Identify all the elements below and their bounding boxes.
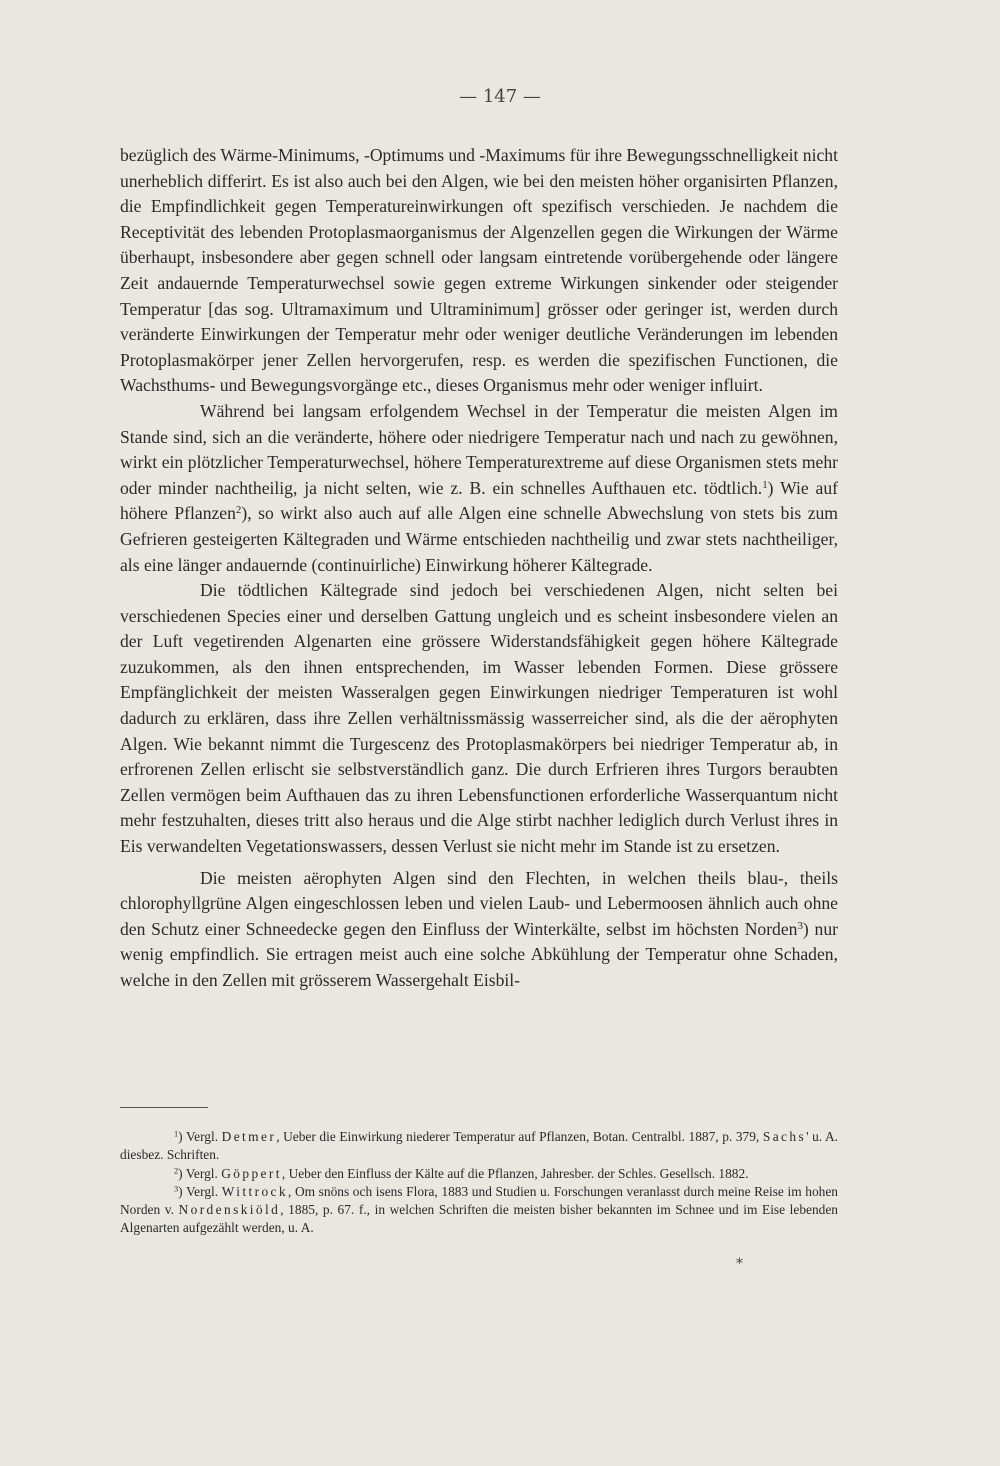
- footnote-text: , Ueber die Einwirkung niederer Temperatur auf Pflanzen, Botan. Centralbl. 1887, p. 379,: [276, 1129, 763, 1144]
- paragraph-2-text-a: Während bei langsam erfolgendem Wechsel in der Temperatur die meisten Algen im Stande sind, sich an die veränderte, höhere oder niedrigere Temperatur nach und nach zu gewöhnen, wirkt ein plötzlicher Temperaturwechsel, höhere Temperaturextreme auf diese Organismen stets mehr oder minder nachtheilig, ja nicht selten, wie z. B. ein schnelles Aufthauen etc. tödtlich.: [120, 400, 838, 498]
- signature-mark: *: [736, 1256, 743, 1272]
- footnote-3: [120, 1183, 838, 1238]
- footnote-ref-1[interactable]: 1: [762, 478, 768, 491]
- footnote-lead: ) Vergl.: [178, 1183, 222, 1199]
- paragraph-1-text: bezüglich des Wärme-Minimums, -Optimums und -Maximums für ihre Bewegungsschnelligkeit nicht unerheblich differirt. Es ist also auch bei den Algen, wie bei den meisten höher organisirten Pflanzen, die Empfindlichkeit gegen Temperatureinwirkungen oft spezifisch verschieden. Je nachdem die Receptivität des lebenden Protoplasmaorganismus der Algenzellen gegen die Wirkungen der Wärme überhaupt, insbesondere aber gegen schnell oder langsam eintretende vorübergehende oder längere Zeit andauernde Temperaturwechsel sowie gegen extreme Wirkungen sinkender oder steigender Temperatur [das sog. Ultramaximum und Ultraminimum] grösser oder geringer ist, werden durch veränderte Einwirkungen der Temperatur mehr oder weniger deutliche Veränderungen im lebenden Protoplasmakörper jener Zellen hervorgerufen, resp. es werden die spezifischen Functionen, die Wachsthums- und Bewegungsvorgänge etc., dieses Organismus mehr oder weniger influirt.: [120, 145, 838, 396]
- footnote-mark: 3: [174, 1184, 179, 1194]
- footnote-lead: ) Vergl.: [178, 1129, 222, 1144]
- footnote-text: ' u. A. diesbez. Schriften.: [120, 1129, 838, 1163]
- footnote-author: Nordenskiöld: [178, 1202, 281, 1218]
- footnote-ref-3[interactable]: 3: [797, 919, 803, 932]
- paragraph-4: [120, 866, 838, 994]
- footnote-divider: [120, 1107, 208, 1108]
- paragraph-3-text: Die tödtlichen Kältegrade sind jedoch bei verschiedenen Algen, nicht selten bei verschiedenen Species einer und derselben Gattung ungleich und es scheint insbesondere vielen an der Luft vegetirenden Algenarten eine grössere Widerstandsfähigkeit gegen höhere Kältegrade zuzukommen, als den ihnen entsprechenden, im Wasser lebenden Formen. Diese grössere Empfänglichkeit der meisten Wasseralgen gegen Einwirkungen niedriger Temperaturen ist wohl dadurch zu erklären, dass ihre Zellen verhältnissmässig wasserreicher sind, als die der aërophyten Algen. Wie bekannt nimmt die Turgescenz des Protoplasmakörpers bei niedriger Temperatur ab, in erfrorenen Zellen erlischt sie selbstverständlich ganz. Die durch Erfrieren ihres Turgors beraubten Zellen vermögen beim Aufthauen das zu ihren Lebensfunctionen erforderliche Wasserquantum nicht mehr festzuhalten, dieses tritt also heraus und die Alge stirbt nachher lediglich durch Verlust ihres in Eis verwandelten Vegetationswassers, dessen Verlust sie nicht mehr im Stande ist zu ersetzen.: [120, 580, 838, 857]
- footnotes: [120, 1128, 838, 1238]
- footnote-author: Detmer: [221, 1129, 277, 1144]
- paragraph-4-text-a: Die meisten aërophyten Algen sind den Flechten, in welchen theils blau-, theils chlorophyllgrüne Algen eingeschlossen leben und vielen Laub- und Lebermoosen ähnlich auch ohne den Schutz einer Schneedecke gegen den Einfluss der Winterkälte, selbst im höchsten Norden: [120, 867, 838, 939]
- footnote-mark: 1: [174, 1129, 179, 1139]
- page-number: — 147 —: [459, 86, 541, 107]
- footnote-author: Sachs: [762, 1129, 807, 1144]
- footnote-text: , Om snöns och isens Flora, 1883 und Studien u. Forschungen veranlasst durch meine Reise im hohen Norden v.: [120, 1183, 838, 1218]
- footnote-lead: ) Vergl.: [178, 1165, 222, 1181]
- paragraph-2: [120, 399, 838, 578]
- footnote-ref-2[interactable]: 2: [235, 504, 242, 517]
- footnote-text: , 1885, p. 67. f., in welchen Schriften die meisten bisher bekannten im Schnee und im Eise lebenden Algenarten aufgezählt werden, u. A.: [120, 1202, 839, 1236]
- paragraph-2-text-c: ), so wirkt also auch auf alle Algen eine schnelle Abwechslung von stets bis zum Gefrieren gesteigerten Kältegraden und Wärme entschieden nachtheilig und zwar stets nachtheiliger, als eine länger andauernde (continuirliche) Einwirkung höherer Kältegrade.: [120, 503, 838, 575]
- paragraph-3: [120, 578, 838, 860]
- footnote-2: [120, 1165, 838, 1183]
- paragraph-1: [120, 143, 838, 399]
- paragraph-4-text-b: ) nur wenig empfindlich. Sie ertragen meist auch eine solche Abkühlung der Temperatur ohne Schaden, welche in den Zellen mit grösserem Wassergehalt Eisbil-: [120, 918, 839, 990]
- main-text: [120, 143, 838, 994]
- footnote-1: [120, 1128, 838, 1165]
- footnote-author: Göppert: [221, 1165, 282, 1181]
- footnote-text: , Ueber den Einfluss der Kälte auf die Pflanzen, Jahresber. der Schles. Gesellsch. 1882.: [281, 1165, 749, 1181]
- footnote-author: Wittrock: [221, 1183, 288, 1199]
- paragraph-2-text-b: ) Wie auf höhere Pflanzen: [120, 477, 838, 524]
- footnote-mark: 2: [174, 1166, 179, 1176]
